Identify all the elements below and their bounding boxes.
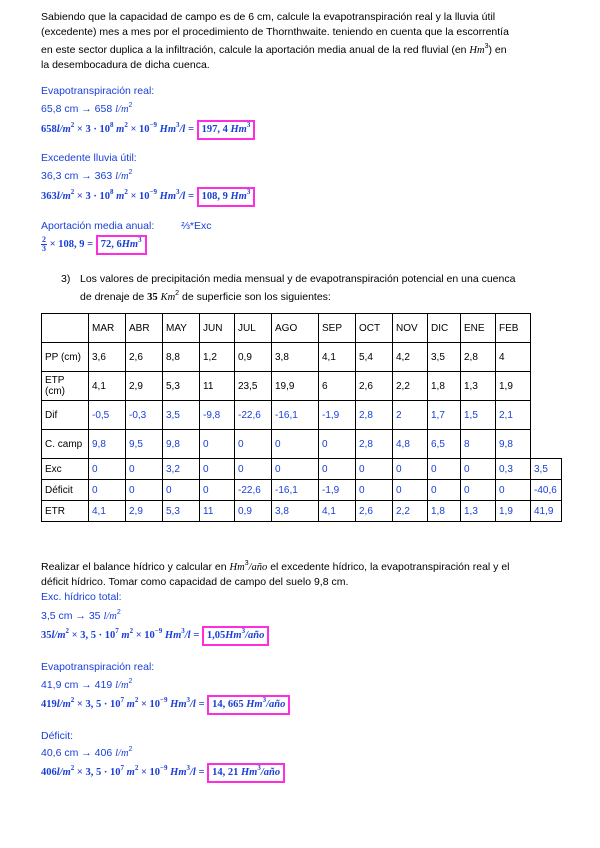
table-cell: 9,8 [496,430,531,459]
row-label: Exc [42,459,89,480]
table-cell: 1,8 [428,372,461,401]
table-cell: 4,2 [393,343,428,372]
exc-equation: $35l/m^2 \times 3$, $5 \cdot 10^7$ $m^2 \times 10^{-9}$ $Hm^3/l$ = 1,05Hm$^3$/año [41,626,269,646]
table-cell: 0 [393,480,428,501]
table-cell: 9,5 [126,430,163,459]
two-thirds-fraction: $\frac{2}{3}$ [42,235,46,254]
table-cell: 11 [200,501,235,522]
aportacion-result-box: 72, 6Hm$^3$ [96,235,147,255]
table-cell: 2,1 [496,401,531,430]
month-header: OCT [356,314,393,343]
etr-conversion-2: 41,9 cm → 419 $l/m^2$ [41,678,133,691]
etr-equation-1: $658l/m^2 \times 3 \cdot 10^8$ $m^2 \times 10^{-9}$ $Hm^3/l = 197$, 4 Hm$^3$ [41,120,255,140]
table-cell: 3,6 [89,343,126,372]
table-cell: 2 [393,401,428,430]
deficit-heading: Déficit: [41,730,74,742]
table-cell: 6 [319,372,356,401]
month-header: JUL [235,314,272,343]
table-cell: 2,8 [356,430,393,459]
table-cell: 5,3 [163,501,200,522]
question-3-number: 3) [61,273,71,285]
table-cell: -9,8 [200,401,235,430]
month-header: AGO [272,314,319,343]
intro-line-3: en este sector duplica a la infiltración, calcule la aportación media anual de la red fluvial (en Hm$^3$) en [41,43,507,56]
row-label: Déficit [42,480,89,501]
exc-result-box: 1,05Hm$^3$/año [202,626,269,646]
intro-paragraph [41,10,571,73]
table-cell: 0 [496,480,531,501]
etr-equation-2: $419l/m^2 \times 3$, $5 \cdot 10^7$ $m^2 \times 10^{-9}$ $Hm^3/l = 14$, 665 Hm$^3$/año [41,695,290,715]
table-cell: 0 [163,480,200,501]
table-cell: 0 [235,430,272,459]
total-column-spacer [531,372,562,401]
table-cell: 1,9 [496,372,531,401]
total-column-spacer [531,343,562,372]
table-cell: 2,9 [126,372,163,401]
etr-heading-2: Evapotranspiración real: [41,661,155,673]
table-cell: 1,9 [496,501,531,522]
deficit-equation: $406l/m^2 \times 3$, $5 \cdot 10^7$ $m^2 \times 10^{-9}$ $Hm^3/l = 14$, 21 Hm$^3$/año [41,763,285,783]
total-column-spacer [531,430,562,459]
row-total-cell: -40,6 [531,480,562,501]
table-cell: 19,9 [272,372,319,401]
table-cell: 0 [461,480,496,501]
table-row [42,343,562,372]
table-cell: 4 [496,343,531,372]
excedente-equation: $363l/m^2 \times 3 \cdot 10^8$ $m^2 \times 10^{-9}$ $Hm^3/l = 108$, 9 Hm$^3$ [41,187,255,207]
table-cell: 0 [235,459,272,480]
table-cell: 0 [200,480,235,501]
month-header: MAY [163,314,200,343]
table-cell: 4,8 [393,430,428,459]
table-cell: 0 [461,459,496,480]
row-label: PP (cm) [42,343,89,372]
table-cell: 5,4 [356,343,393,372]
month-header: FEB [496,314,531,343]
table-cell: 23,5 [235,372,272,401]
excedente-result-box: 108, 9 Hm$^3$ [197,187,256,207]
row-label: ETR [42,501,89,522]
total-column-spacer [531,314,562,343]
table-cell: 0 [126,459,163,480]
balance-prompt: Realizar el balance hídrico y calcular en Hm$^3$/año el excedente hídrico, la evapotranspiración real y el déficit hídrico. Tomar como capacidad de campo del suelo 9,8 cm. [41,560,510,588]
table-cell: 0 [89,459,126,480]
table-cell: 4,1 [89,501,126,522]
row-total-cell: 41,9 [531,501,562,522]
intro-line-2: (excedente) mes a mes por el procedimiento de Thornthwaite. teniendo en cuenta que la escorrentía [41,26,509,38]
month-header: NOV [393,314,428,343]
table-cell: 2,6 [356,501,393,522]
aportacion-heading: Aportación media anual: ⅔*Exc [41,220,212,232]
table-row [42,459,562,480]
etr-conversion-1: 65,8 cm → 658 $l/m^2$ [41,102,133,115]
table-cell: 0 [428,480,461,501]
excedente-conversion: 36,3 cm → 363 $l/m^2$ [41,169,133,182]
table-row [42,480,562,501]
table-cell: 0,3 [496,459,531,480]
table-cell: 0 [356,459,393,480]
month-header: SEP [319,314,356,343]
table-cell: 2,8 [356,401,393,430]
table-cell: -22,6 [235,480,272,501]
aportacion-note: ⅔*Exc [181,220,212,232]
intro-line-4: la desembocadura de dicha cuenca. [41,59,210,71]
table-row [42,430,562,459]
deficit-result-box: 14, 21 Hm$^3$/año [207,763,285,783]
table-cell: 2,2 [393,372,428,401]
etr-heading-1: Evapotranspiración real: [41,85,155,97]
table-cell: 0,9 [235,501,272,522]
question-3-text: Los valores de precipitación media mensual y de evapotranspiración potencial en una cuenca de drenaje de 35 Km$^2$ de superficie son los siguientes: [80,273,516,303]
table-cell: 4,1 [89,372,126,401]
table-cell: 8,8 [163,343,200,372]
table-cell: -1,9 [319,401,356,430]
table-cell: 0 [200,459,235,480]
table-cell: 2,6 [126,343,163,372]
table-cell: 0 [200,430,235,459]
table-row [42,501,562,522]
table-cell: 9,8 [89,430,126,459]
table-cell: -16,1 [272,401,319,430]
table-cell: 1,3 [461,501,496,522]
table-cell: 0 [272,430,319,459]
row-total-cell: 3,5 [531,459,562,480]
table-cell: 3,8 [272,343,319,372]
table-corner-cell [42,314,89,343]
table-cell: 4,1 [319,343,356,372]
table-cell: 2,6 [356,372,393,401]
table-cell: 3,8 [272,501,319,522]
table-cell: -22,6 [235,401,272,430]
table-cell: 3,5 [163,401,200,430]
deficit-conversion: 40,6 cm → 406 $l/m^2$ [41,746,133,759]
month-header: ENE [461,314,496,343]
intro-line-1: Sabiendo que la capacidad de campo es de 6 cm, calcule la evapotranspiración real y la lluvia útil [41,11,496,23]
month-header: JUN [200,314,235,343]
etr-result-box-2: 14, 665 Hm$^3$/año [207,695,290,715]
table-cell: 4,1 [319,501,356,522]
table-cell: 0 [356,480,393,501]
table-cell: 2,9 [126,501,163,522]
table-cell: 0 [126,480,163,501]
table-cell: 6,5 [428,430,461,459]
month-header: ABR [126,314,163,343]
table-cell: -16,1 [272,480,319,501]
month-header: DIC [428,314,461,343]
table-row [42,372,562,401]
table-cell: 3,5 [428,343,461,372]
table-cell: 0 [319,430,356,459]
water-balance-table [41,313,562,522]
table-header-row [42,314,562,343]
table-cell: 8 [461,430,496,459]
aportacion-equation: $\frac{2}{3}$ × 108, 9 = 72, 6Hm$^3$ [41,235,147,255]
etr-result-box-1: 197, 4 Hm$^3$ [197,120,256,140]
row-label: C. camp [42,430,89,459]
table-cell: 1,8 [428,501,461,522]
table-cell: 2,8 [461,343,496,372]
table-cell: 0 [393,459,428,480]
table-cell: 1,5 [461,401,496,430]
table-cell: 0 [319,459,356,480]
table-cell: 2,2 [393,501,428,522]
table-cell: 1,3 [461,372,496,401]
row-label: ETP (cm) [42,372,89,401]
table-cell: -0,5 [89,401,126,430]
excedente-heading: Excedente lluvia útil: [41,152,137,164]
row-label: Dif [42,401,89,430]
table-cell: 9,8 [163,430,200,459]
table-cell: 5,3 [163,372,200,401]
exc-heading: Exc. hídrico total: [41,591,122,603]
exc-conversion: 3,5 cm → 35 $l/m^2$ [41,609,121,622]
table-cell: 0,9 [235,343,272,372]
table-cell: -0,3 [126,401,163,430]
table-cell: 1,7 [428,401,461,430]
table-cell: 0 [89,480,126,501]
total-column-spacer [531,401,562,430]
table-row [42,401,562,430]
table-cell: -1,9 [319,480,356,501]
table-cell: 11 [200,372,235,401]
table-cell: 1,2 [200,343,235,372]
table-cell: 0 [428,459,461,480]
table-cell: 3,2 [163,459,200,480]
table-cell: 0 [272,459,319,480]
month-header: MAR [89,314,126,343]
